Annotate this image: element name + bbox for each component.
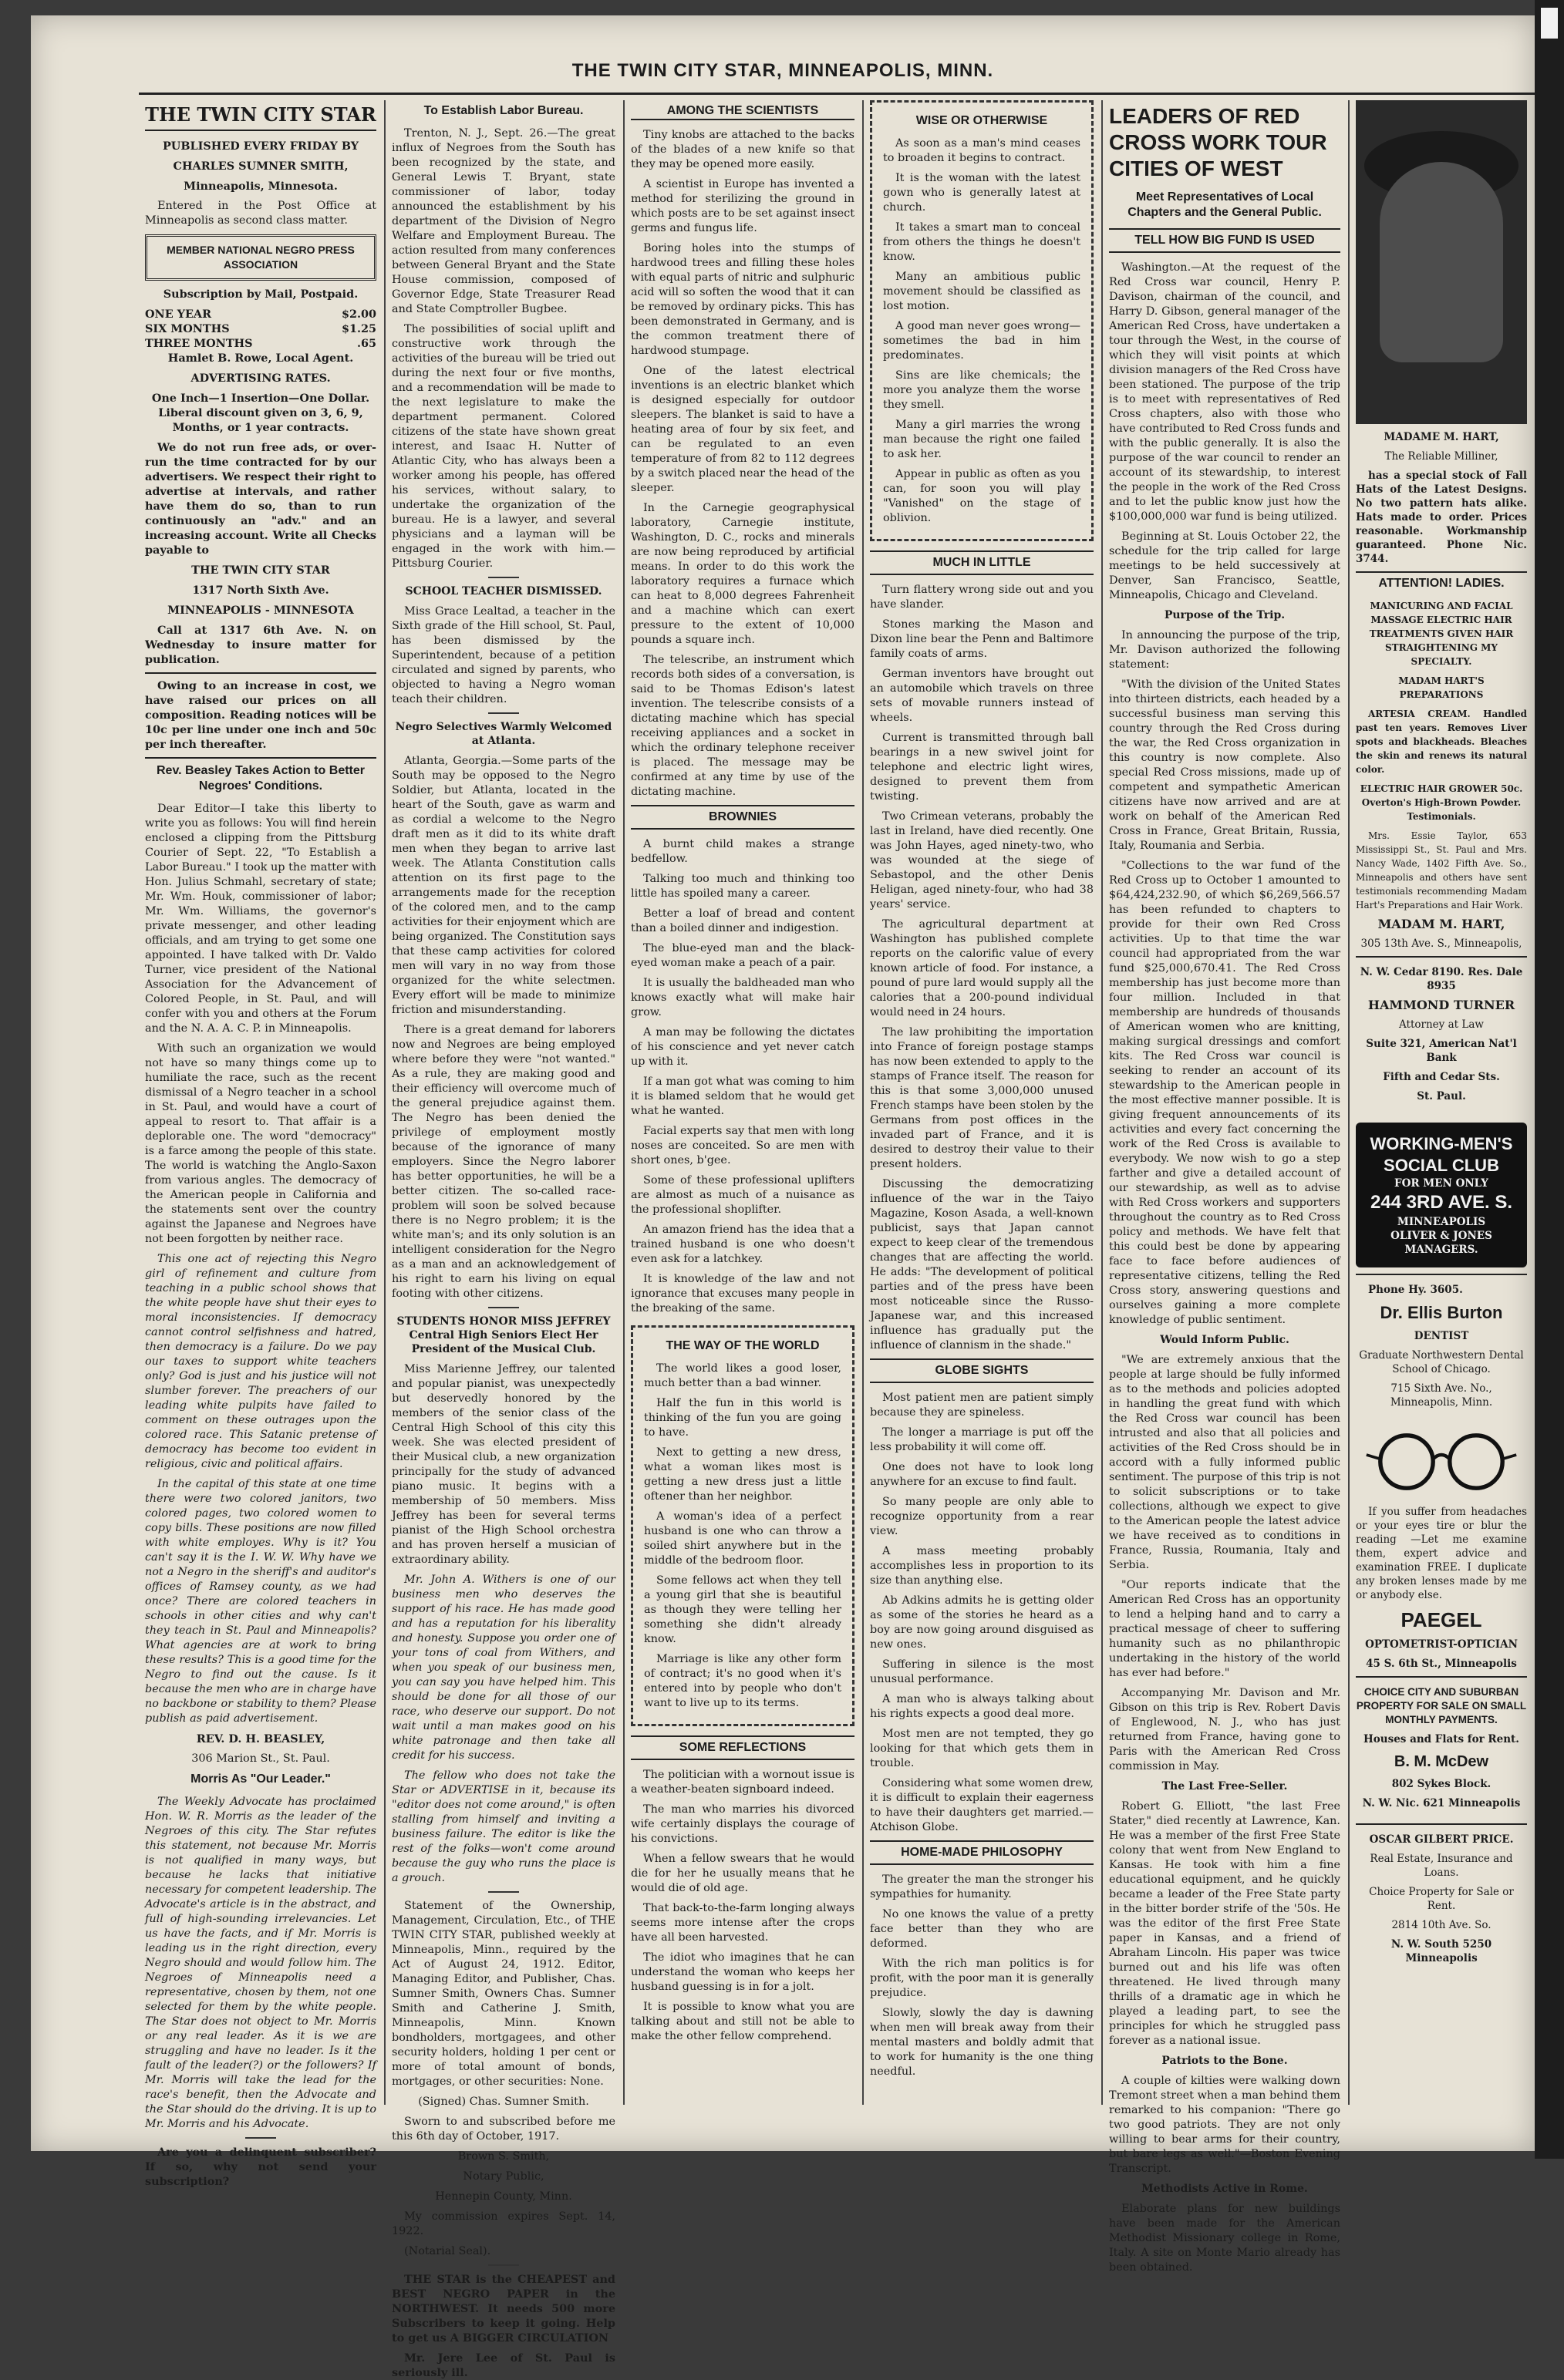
item-paragraph: A burnt child makes a strange bedfellow. (631, 838, 854, 865)
sworn-line: Sworn to and subscribed before me this 6th day of October, 1917. (392, 2116, 615, 2143)
item-paragraph: A man may be following the dictates of his conscience and yet never catch up with it. (631, 1026, 854, 1068)
burton-ad: Phone Hy. 3605. Dr. Ellis Burton DENTIST Graduate Northwestern Dental School of Chicago. 715 Sixth Ave. No., Minneapolis, Minn. (1356, 1274, 1527, 1422)
item-paragraph: Most patient men are patient simply because they are spineless. (870, 1392, 1094, 1419)
way-of-world-headline: THE WAY OF THE WORLD (666, 1339, 820, 1352)
red-cross-headline: LEADERS OF RED CROSS WORK TOUR CITIES OF WEST (1109, 104, 1327, 180)
article-paragraph: "With the division of the United States into thirteen districts, each headed by a successful business man serving this country through the Red Cross during the war, the Red Cross organization in this country is now complete. Also special Red Cross missions, made up of competent and sympathetic American citizens have now arrived and are at work on behalf of the American Red Cross in France, Great Britain, Russia, Italy, Roumania and Serbia. (1109, 678, 1340, 852)
item-paragraph: German inventors have brought out an automobile which travels on three sets of movable runners instead of wheels. (870, 668, 1094, 724)
item-paragraph: Sins are like chemicals; the more you analyze them the worse they smell. (883, 369, 1080, 411)
notary-line: Hennepin County, Minn. (435, 2190, 572, 2203)
hart-sub: The Reliable Milliner, (1384, 450, 1498, 463)
item-paragraph: The blue-eyed man and the black-eyed woman make a peach of a pair. (631, 942, 854, 969)
ownership-statement: Statement of the Ownership, Management, Circulation, Etc., of THE TWIN CITY STAR, published weekly at Minneapolis, Minn., required by the Act of August 24, 1912. Editor, Managing Editor, and Publisher, Chas. Sumner Smith, Owners Chas. Sumner Smith and Catherine J. Smith, Minneapolis, Minn. Known bondholders, mortgagees, and other security holders, holding 1 per cent or more of total amount of bonds, mortgages, or other securities: None. (392, 1900, 615, 2088)
wise-headline: WISE OR OTHERWISE (915, 114, 1048, 127)
philosophy-headline: HOME-MADE PHILOSOPHY (870, 1840, 1094, 1865)
paegel-ad-text: If you suffer from headaches or your eyes tire or blur the reading —Let me examine them, expert advice and examination FREE. I duplicate any broken lenses made by me or anybody else. (1356, 1506, 1527, 1601)
call-note: Call at 1317 6th Ave. N. on Wednesday to insure matter for publication. (145, 624, 376, 666)
item-paragraph: If a man got what was coming to him it is blamed seldom that he would get what he wanted. (631, 1076, 854, 1117)
attention-headline: ATTENTION! LADIES. (1356, 571, 1527, 591)
address-line: THE TWIN CITY STAR (191, 564, 330, 577)
cheapest-notice: THE STAR is the CHEAPEST and BEST NEGRO PAPER in the NORTHWEST. It needs 500 more Subscribers to keep it going. Help to get us A BIGGER CIRCULATION (392, 2273, 615, 2345)
article-paragraph: Dear Editor—I take this liberty to write you as follows: You will find herein enclosed a clipping from the Pittsburg Courier of Sept. 22, "To Establish a Labor Bureau." I took up the matter with Hon. Julius Schmahl, secretary of state; Mr. Wm. Houk, commissioner of labor; Mr. Wm. Williams, the governor's private messenger, and other leading officials, and am trying to get some one appointed. I have talked with Dr. Valdo Turner, vice president of the National Association for the Advancement of Colored People, in St. Paul, and will confer with you and others at the Forum and the N. A. A. C. P. in Minneapolis. (145, 803, 376, 1035)
article-paragraph: Atlanta, Georgia.—Some parts of the South may be opposed to the Negro Soldier, but Atlanta, located in the heart of the South, gave as warm and as cordial a welcome to the Negro draft men as it did to its white draft men when they began to arrive last week. The Atlanta Constitution calls attention on its first page to the arrangements made for the reception of the colored men, and to the camp activities for their enjoyment which are being organized. The Constitution says that these camp activities for colored men will vary in no way from those organized for the white selectmen. Every effort will be made to minimize friction and misunderstanding. (392, 755, 615, 1016)
article-paragraph: Miss Grace Lealtad, a teacher in the Sixth grade of the Hill school, St. Paul, has been dismissed by the Superintendent, because of a petition circulated and signed by parents, who objected to having a Negro woman teach their children. (392, 605, 615, 705)
article-paragraph: Mr. John A. Withers is one of our business men who deserves the support of his race. He has made good and has a reputation for his liberality and honesty. Suppose you order one of your tons of coal from Withers, and when you speak of our business men, you can say you have helped him. This should be done for all those of our race, who deserve our support. Do not wait until a man makes good on his white patronage and then take all credit for his success. (392, 1574, 615, 1762)
column-2 (392, 100, 615, 2379)
item-paragraph: Talking too much and thinking too little has spoiled many a career. (631, 873, 854, 900)
item-paragraph: The agricultural department at Washington has published complete reports on the calorific value of every known article of food. For instance, a pound of pure lard would supply all the calories that a 200-pound individual would need in 24 hours. (870, 918, 1094, 1018)
item-paragraph: That back-to-the-farm longing always seems more intense after the crops have all been harvested. (631, 1902, 854, 1944)
article-paragraph: A couple of kilties were walking down Tremont street when a man behind them remarked to his companion: "There go two good patriots. They are not only willing to bear arms for their country, but bare legs as well."—Boston Evening Transcript. (1109, 2075, 1340, 2175)
item-paragraph: Slowly, slowly the day is dawning when men will break away from their mental masters and boldly admit that to work for humanity is the one thing needful. (870, 2007, 1094, 2078)
item-paragraph: Next to getting a new dress, what a woman likes most is getting a new dress just a little oftener than her neighbor. (644, 1446, 841, 1503)
item-paragraph: The politician with a wornout issue is a weather-beaten signboard indeed. (631, 1769, 854, 1796)
attention-line: ARTESIA CREAM. Handled past ten years. Removes Liver spots and blackheads. Bleaches the skin and renews its natural color. (1356, 709, 1527, 775)
item-paragraph: Half the fun in this world is thinking of the fun you are going to have. (644, 1397, 841, 1439)
divider (145, 672, 376, 674)
paegel-name: PAEGEL (1401, 1608, 1482, 1631)
red-cross-subhead: Meet Representatives of Local Chapters and the General Public. (1127, 190, 1322, 219)
advertising-policy: We do not run free ads, or over-run the time contracted for by our advertisers. We respect their right to advertise at intervals, and rather have them do so, than to run continuously an "adv." and an increasing account. Write all Checks payable to (145, 441, 376, 557)
column-rule (384, 100, 386, 2105)
column-5 (1109, 100, 1340, 2274)
item-paragraph: Current is transmitted through ball bearings in a new swivel joint for telephone and electric light wires, designed to prevent them from twisting. (870, 732, 1094, 803)
item-paragraph: Suffering in silence is the most unusual performance. (870, 1658, 1094, 1685)
commission-line: My commission expires Sept. 14, 1922. (392, 2210, 615, 2237)
item-paragraph: Discussing the democratizing influence of the war in the Taiyo Magazine, Koson Asada, a well-known publicist, says that Japan cannot expect to keep clear of the tremendous changes that are affecting the world. He adds: "The development of political parties and of the press have been most noticeable since the Russo-Japanese war, and this increased influence has gradually put the influence of clannism in the shade." (870, 1178, 1094, 1352)
way-of-world-box (631, 1325, 854, 1726)
article-paragraph: In the capital of this state at one time there were two colored janitors, two colored pages, two colored women to copy bills. These positions are now filled with white employes. Why is it? You can't say it is the I. W. W. Why have we not a Negro in the sheriff's and auditor's offices of Ramsey county, as we had once? There are colored teachers in schools in other cities and why can't they teach in St. Paul and Minneapolis? What agencies are at work to bring these results? This is a good time for the Negro to find out the cause. Is it because the men who are in charge have no backbone or stability to them? Please publish as paid advertisement. (145, 1478, 376, 1725)
scan-edge (1535, 0, 1564, 2159)
masthead-rule (139, 93, 1535, 95)
divider (488, 712, 519, 714)
rate-row: THREE MONTHS .65 (145, 337, 376, 350)
item-paragraph: Better a loaf of bread and content than a boiled dinner and indigestion. (631, 907, 854, 934)
article-paragraph: Accompanying Mr. Davison and Mr. Gibson on this trip is Rev. Robert Davis of Englewood, N. J., who has just returned from France, having gone to Paris with the American Red Cross commission in May. (1109, 1687, 1340, 1772)
item-paragraph: It is knowledge of the law and not ignorance that excuses many people in the breaking of the same. (631, 1273, 854, 1315)
column-rule (1101, 100, 1103, 2105)
item-paragraph: With the rich man politics is for profit, with the poor man it is generally prejudice. (870, 1958, 1094, 1999)
item-paragraph: A mass meeting probably accomplishes less in proportion to its size than anything else. (870, 1545, 1094, 1587)
article-paragraph: The Weekly Advocate has proclaimed Hon. W. R. Morris as the leader of the Negroes of this city. The Star refutes this statement, not because Mr. Morris is not qualified in many ways, but because he lacks that initiative necessary for competent leadership. The Advocate's article is in the abstract, and full of high-sounding irrelevancies. Let us have the facts, and if Mr. Morris is leading us in the right direction, every Negro should and would follow him. The Negroes of Minneapolis need a representative, chosen by them, not one selected for them by the white people. The Star does not object to Mr. Morris or any real leader. As it is we are struggling and have no leader. Is it the fault of the leader(?) or the followers? If Mr. Morris will take the lead for the race's benefit, then the Advocate and the Star should do the driving. It is up to Mr. Morris and his Advocate. (145, 1796, 376, 2130)
item-paragraph: The world likes a good loser, much better than a bad winner. (644, 1362, 841, 1389)
attention-line: MANICURING AND FACIAL MASSAGE ELECTRIC HAIR TREATMENTS GIVEN HAIR STRAIGHTENING MY SPECIALTY. (1369, 601, 1514, 667)
item-paragraph: It takes a smart man to conceal from others the things he doesn't know. (883, 221, 1080, 263)
divider (488, 2264, 519, 2266)
jeffrey-headline: STUDENTS HONOR MISS JEFFREY Central High Seniors Elect Her President of the Musical Club. (396, 1315, 611, 1355)
paegel-title: OPTOMETRIST-OPTICIAN (1365, 1638, 1518, 1651)
seal-line: (Notarial Seal). (404, 2245, 491, 2257)
article-paragraph: "Our reports indicate that the American Red Cross has an opportunity to lend a helping hand and to carry a practical message of cheer to suffering humanity such as no philanthropic undertaking in the history of the world has ever had before." (1109, 1579, 1340, 1679)
article-paragraph: The fellow who does not take the Star or ADVERTISE in it, because its "editor does not come around," is often stalling from himself and inviting a business failure. The editor is like the rest of the folks—won't come around because the guy who runs the place is a grouch. (392, 1769, 615, 1884)
price-notice: Owing to an increase in cost, we have raised our prices on all composition. Reading notices will be 10c per line under one inch and 50c per inch thereafter. (145, 679, 376, 751)
item-paragraph: Facial experts say that men with long noses are conceited. So are men with short ones, b'gee. (631, 1125, 854, 1166)
item-paragraph: The law prohibiting the importation into France of foreign postage stamps has now been extended to apply to the stamps of France itself. The reason for this is that some 3,000,000 unused French stamps have been stolen by the Germans from post offices in the invaded part of France, and it is desired to destroy their value to their present holders. (870, 1026, 1094, 1170)
scientists-headline: AMONG THE SCIENTISTS (631, 103, 854, 120)
column-4 (870, 100, 1094, 2136)
member-box: MEMBER NATIONAL NEGRO PRESS ASSOCIATION (145, 234, 376, 281)
address-line: 1317 North Sixth Ave. (192, 584, 329, 597)
mcdew-ad: CHOICE CITY AND SUBURBAN PROPERTY FOR SALE ON SMALL MONTHLY PAYMENTS. Houses and Flats for Rent. B. M. McDew 802 Sykes Block. N. W. Nic. 621 Minneapolis (1356, 1676, 1527, 1823)
article-paragraph: The possibilities of social uplift and constructive work through the activities of the bureau will be tried out during the next four or five months, and a recommendation will be made to the next legislature to make the department permanent. Colored citizens of the state have shown great interest, and Isaac H. Nutter of Atlantic City, who has always been a worker among his people, has offered his services, without salary, to undertake the organization of the bureau. He is a lawyer, and several physicians and a layman will be engaged in the work with him.—Pittsburg Courier. (392, 323, 615, 570)
red-cross-subhead-2: TELL HOW BIG FUND IS USED (1109, 228, 1340, 253)
paegel-address: 45 S. 6th St., Minneapolis (1366, 1658, 1517, 1670)
section-subhead: Patriots to the Bone. (1161, 2055, 1288, 2067)
item-paragraph: A scientist in Europe has invented a method for sterilizing the ground in which posts are to be set against insect germs and fungus life. (631, 178, 854, 234)
item-paragraph: Some fellows act when they tell a young girl that she is beautiful as though they were telling her something she didn't already know. (644, 1574, 841, 1645)
item-paragraph: The longer a marriage is put off the less probability it will come off. (870, 1426, 1094, 1453)
rates-list (145, 307, 376, 351)
delinquent-note: Are you a delinquent subscriber? If so, why not send your subscription? (145, 2146, 376, 2188)
paper-title: THE TWIN CITY STAR (145, 103, 376, 131)
selective-headline: Negro Selectives Warmly Welcomed at Atlanta. (395, 721, 612, 747)
item-paragraph: So many people are only able to recognize opportunity from a rear view. (870, 1496, 1094, 1537)
article-paragraph: Trenton, N. J., Sept. 26.—The great influx of Negroes from the South has been recognized by the state, and General Lewis T. Bryant, state commissioner of labor, today announced the establishment by his department of the Division of Negro Welfare and Employment Bureau. The action resulted from many conferences between General Bryant and the State House commission, composed of Governor Edge, State Treasurer Read and State Comptroller Bugbee. (392, 127, 615, 315)
published-line: PUBLISHED EVERY FRIDAY BY (162, 140, 359, 153)
article-paragraph: "We are extremely anxious that the people at large should be fully informed as to the methods and policies adopted in handling the great fund with which the Red Cross war council has been intrusted and also that all policies and activities of the Red Cross should be in accord with a fully informed public sentiment. The purpose of this trip is not to solicit subscriptions or to take collections, although we expect to give to the American people the latest advice we have received as to conditions in France, Russia, Roumania, Italy and Serbia. (1109, 1354, 1340, 1571)
item-paragraph: When a fellow swears that he would die for her he usually means that he would die of old age. (631, 1853, 854, 1894)
item-paragraph: A woman's idea of a perfect husband is one who can throw a soiled shirt anywhere but in the middle of the bedroom floor. (644, 1510, 841, 1567)
item-paragraph: One of the latest electrical inventions is an electric blanket which is designed especially for outdoor sleepers. The blanket is said to have a heating area of four by six feet, and can be regulated to an even temperature of from 82 to 112 degrees by a switch placed near the head of the sleeper. (631, 365, 854, 494)
item-paragraph: As soon as a man's mind ceases to broaden it begins to contract. (883, 137, 1080, 164)
item-paragraph: Tiny knobs are attached to the backs of the blades of a new knife so that they may be opened more easily. (631, 129, 854, 170)
column-6 (1356, 100, 1527, 2136)
item-paragraph: Boring holes into the stumps of hardwood trees and filling these holes with equal parts of nitric and sulphuric acid will so soften the wood that it can be removed by ordinary picks. This has been demonstrated in Germany, and is the common treatment there of hardwood stumpage. (631, 242, 854, 357)
item-paragraph: It is the woman with the latest gown who is generally latest at church. (883, 172, 1080, 214)
column-rule (1348, 100, 1350, 2105)
advertising-rates: One Inch—1 Insertion—One Dollar. Liberal discount given on 3, 6, 9, Months, or 1 year contracts. (151, 392, 370, 434)
publisher-place: Minneapolis, Minnesota. (184, 180, 338, 193)
article-paragraph: With such an organization we would not have so many things come up to humiliate the race, such as the recent dismissal of a Negro teacher in a school in St. Paul, and would have a court of appeal to resort to. That affair is a deplorable one. The word "democracy" is a farce among the people of this state. The world is watching the Anglo-Saxon from various angles. The democracy of the American people in California and the statements sent over the country against the Japanese and Negroes have not been forgotten by neither race. (145, 1042, 376, 1245)
item-paragraph: It is possible to know what you are talking about and still not be able to make the other fellow comprehend. (631, 2001, 854, 2042)
item-paragraph: A good man never goes wrong—sometimes the bad in him predominates. (883, 320, 1080, 362)
lee-notice: Mr. Jere Lee of St. Paul is seriously ill. (392, 2351, 615, 2379)
divider (488, 577, 519, 578)
article-paragraph: Washington.—At the request of the Red Cross war council, Henry P. Davison, chairman of the council, and Harry D. Gibson, general manager of the American Red Cross, have undertaken a tour through the West, in the course of which they will visit points at which division managers of the Red Cross have been stationed. The purpose of the trip is to meet with representatives of Red Cross chapters, also with those who have contributed to Red Cross funds and with the public generally. It is also the purpose of the war council to render an account of its stewardship, to interest the people in the work of the Red Cross and to let the public know just how the $100,000,000 war fund is being utilized. (1109, 261, 1340, 523)
milliner-portrait (1356, 100, 1527, 424)
publisher-name: CHARLES SUMNER SMITH, (173, 160, 349, 173)
item-paragraph: Ab Adkins admits he is getting older as some of the stories he heard as a boy are now going around disguised as new ones. (870, 1594, 1094, 1651)
hart-caption: MADAME M. HART, (1384, 431, 1499, 443)
section-subhead: Would Inform Public. (1160, 1334, 1289, 1346)
beasley-signature: REV. D. H. BEASLEY, (196, 1732, 325, 1745)
scan-edge-mark (1541, 8, 1558, 39)
item-paragraph: The man who marries his divorced wife certainly displays the courage of his convictions. (631, 1803, 854, 1845)
hart-name: MADAM M. HART, (1377, 917, 1505, 931)
article-paragraph: "Collections to the war fund of the Red Cross up to October 1 amounted to $64,424,232.90, of which $6,269,566.57 has been refunded to chapters to provide for their own Red Cross activities. Up to that time the war council had appropriated from the war fund $25,000,670.41. The Red Cross membership has just become more than four million. Included in that membership are hundreds of thousands of American women who are knitting, making surgical dressings and comfort kits. The Red Cross war council is seeking to render an account of its stewardship to the American people in the most effective manner possible. It is giving frequent announcements of its activities and every fact concerning the work of the Red Cross is available to everybody. We now wish to go a step farther and give a detailed account of our stewardship, as well as to advise with Red Cross workers and supporters throughout the country as to Red Cross policy and methods. We have felt that this could best be done by appearing face to face before audiences of representative citizens, telling the Red Cross story, answering questions and ourselves gaining a more complete knowledge of public sentiment. (1109, 860, 1340, 1326)
article-paragraph: Robert G. Elliott, "the last Free Stater," died recently at Lawrence, Kan. He was a member of the first Free State colony that went from New England to Kansas. He took with him a fine educational equipment, and he quickly became a leader of the Free State party in the bitter border strife of the '50s. He was the editor of the first Free State paper in Kansas, and a friend of Abraham Lincoln. His paper was twice burned out and his life was often threatened. He lived through many thrills of a dramatic age in which he played a leading part, to see the principles for which he struggled pass forever as a national issue. (1109, 1800, 1340, 2047)
beasley-headline: Rev. Beasley Takes Action to Better Negroes' Conditions. (156, 764, 366, 793)
entered-note: Entered in the Post Office at Minneapolis as second class matter. (145, 200, 376, 227)
article-paragraph: Miss Marienne Jeffrey, our talented and popular pianist, was unexpectedly but deservedly honored by the members of the senior class of the Central High School of this city this week. She was elected president of their Musical club, a new organization principally for the study of advanced piano music. It begins with a membership of 50 members. Miss Jeffrey has been for several terms pianist of the High School orchestra and has proven herself a musician of extraordinary ability. (392, 1363, 615, 1566)
item-paragraph: The idiot who imagines that he can understand the woman who keeps her husband guessing is in for a jolt. (631, 1951, 854, 1993)
subscription-heading: Subscription by Mail, Postpaid. (163, 288, 359, 301)
beasley-address: 306 Marion St., St. Paul. (191, 1752, 330, 1765)
item-paragraph: One does not have to look long anywhere for an excuse to find fault. (870, 1461, 1094, 1488)
wise-box (870, 100, 1094, 541)
hart-address: 305 13th Ave. S., Minneapolis, (1360, 938, 1522, 950)
reflections-headline: SOME REFLECTIONS (631, 1735, 854, 1760)
newspaper-page (31, 15, 1535, 2379)
item-paragraph: The telescribe, an instrument which records both sides of a conversation, is said to be Thomas Edison's latest invention. The telescribe consists of a dictating machine which has special receiving appliances and a socket in which the ordinary telephone receiver is placed. The message may be confirmed at any time by use of the dictating machine. (631, 654, 854, 798)
item-paragraph: A man who is always talking about his rights expects a good deal more. (870, 1693, 1094, 1720)
column-1 (145, 100, 376, 2188)
item-paragraph: Appear in public as often as you can, for soon you will play "Vanished" on the stage of oblivion. (883, 468, 1080, 524)
article-paragraph: In announcing the purpose of the trip, Mr. Davison authorized the following statement: (1109, 629, 1340, 671)
column-3 (631, 100, 854, 2136)
spectacles-icon (1356, 1427, 1527, 1496)
article-paragraph: Elaborate plans for new buildings have been made for the American Methodist Missionary college in Rome, Italy. A site on Monte Mario already has been obtained. (1109, 2203, 1340, 2274)
item-paragraph: Turn flattery wrong side out and you have slander. (870, 584, 1094, 611)
item-paragraph: Many a girl marries the wrong man because the right one failed to ask her. (883, 419, 1080, 460)
local-agent: Hamlet B. Rowe, Local Agent. (167, 352, 354, 365)
rate-row: SIX MONTHS $1.25 (145, 322, 376, 335)
hart-ad: has a special stock of Fall Hats of the Latest Designs. No two pattern hats alike. Hats made to order. Prices reasonable. Workmanship guaranteed. Phone Nic. 3744. (1356, 470, 1527, 565)
labor-headline: To Establish Labor Bureau. (423, 104, 584, 117)
little-headline: MUCH IN LITTLE (870, 550, 1094, 575)
item-paragraph: Some of these professional uplifters are almost as much of a nuisance as the professional shoplifter. (631, 1174, 854, 1216)
column-rule (862, 100, 864, 2105)
item-paragraph: Two Crimean veterans, probably the last in Ireland, have died recently. One was John Hayes, aged ninety-two, who was wounded at the siege of Sebastopol, and the other Denis Heligan, aged ninety-four, who had 38 years' service. (870, 810, 1094, 911)
signed-line: (Signed) Chas. Sumner Smith. (418, 2096, 589, 2108)
globe-headline: GLOBE SIGHTS (870, 1358, 1094, 1383)
page-masthead: THE TWIN CITY STAR, MINNEAPOLIS, MINN. (571, 60, 994, 81)
price-ad: OSCAR GILBERT PRICE. Real Estate, Insurance and Loans. Choice Property for Sale or Rent. 2814 10th Ave. So. N. W. South 5250 Minneapolis (1356, 1823, 1527, 1978)
column-rule (623, 100, 625, 2105)
rate-row: ONE YEAR $2.00 (145, 308, 376, 321)
notary-line: Notary Public, (463, 2170, 544, 2183)
item-paragraph: It is usually the baldheaded man who knows exactly what will make hair grow. (631, 977, 854, 1018)
item-paragraph: In the Carnegie geographysical laboratory, Carnegie institute, Washington, D. C., rocks and minerals are now being reproduced by artificial means. In order to do this work the laboratory requires a furnace which can heat to 8,000 degrees Fahrenheit and a machine which can exert pressure to the extent of 10,000 pounds a square inch. (631, 502, 854, 646)
teacher-headline: SCHOOL TEACHER DISMISSED. (405, 585, 602, 598)
item-paragraph: An amazon friend has the idea that a trained husband is one who doesn't even ask for a latchkey. (631, 1224, 854, 1265)
attention-line: Mrs. Essie Taylor, 653 Mississippi St., St. Paul and Mrs. Nancy Wade, 1402 Fifth Ave. So., Minneapolis and others have sent testimonials recommending Madam Hart's Preparations and Hair Work. (1356, 830, 1527, 911)
attention-line: ELECTRIC HAIR GROWER 50c. Overton's High-Brown Powder. Testimonials. (1360, 783, 1523, 822)
divider (488, 1307, 519, 1308)
section-subhead: Purpose of the Trip. (1164, 609, 1286, 621)
brownies-headline: BROWNIES (631, 805, 854, 830)
address-line: MINNEAPOLIS - MINNESOTA (167, 604, 354, 617)
divider (245, 2137, 276, 2139)
article-paragraph: Beginning at St. Louis October 22, the schedule for the trip called for large meetings to be held successively at Denver, San Francisco, Seattle, Minneapolis, Chicago and Cleveland. (1109, 530, 1340, 601)
item-paragraph: Considering what some women drew, it is difficult to explain their eagerness to have their daughters get married.—Atchison Globe. (870, 1777, 1094, 1833)
article-paragraph: This one act of rejecting this Negro girl of refinement and culture from teaching in a public school shows that the white people have shut their eyes to moral inconsistencies. If democracy cannot control selfishness and hatred, then democracy is a failure. Do we pay our taxes to support white teachers only? God is just and his justice will not slumber forever. The preachers of our leading white pulpits have failed to comment on these outrages upon the colored race. This Satanic pretense of democracy has become too evident in religious, civic and political affairs. (145, 1253, 376, 1470)
club-ad: WORKING-MEN'S SOCIAL CLUB FOR MEN ONLY 244 3RD AVE. S. MINNEAPOLIS OLIVER & JONES MANAGERS. (1356, 1123, 1527, 1267)
item-paragraph: Stones marking the Mason and Dixon line bear the Penn and Baltimore family coats of arms. (870, 618, 1094, 660)
divider (145, 757, 376, 759)
item-paragraph: Marriage is like any other form of contract; it's no good when it's entered into by people who don't want to live up to its terms. (644, 1653, 841, 1709)
article-paragraph: There is a great demand for laborers now and Negroes are being employed where before they were "not wanted." As a rule, they are making good and their efficiency will overcome much of the general prejudice against them. The Negro has been denied the privilege of employment mostly because of the ignorance of many employers. Since the Negro laborer has better opportunities, he will be a better citizen. The so-called race-problem will soon be solved because there is no Negro problem; it is the white man's; and its only solution is an intelligent consideration for the Negro as a man and an acknowledgement of his right to earn his living on equal footing with other citizens. (392, 1024, 615, 1300)
morris-headline: Morris As "Our Leader." (190, 1772, 331, 1786)
attention-line: MADAM HART'S PREPARATIONS (1398, 675, 1485, 700)
item-paragraph: The greater the man the stronger his sympathies for humanity. (870, 1873, 1094, 1900)
notary-line: Brown S. Smith, (457, 2150, 550, 2163)
turner-ad: N. W. Cedar 8190. Res. Dale 8935 HAMMOND TURNER Attorney at Law Suite 321, American Nat'l Bank Fifth and Cedar Sts. St. Paul. (1356, 956, 1527, 1116)
section-subhead: The Last Free-Seller. (1161, 1780, 1288, 1793)
figure-shape (1380, 162, 1503, 362)
item-paragraph: Many an ambitious public movement should be classified as lost motion. (883, 271, 1080, 312)
item-paragraph: No one knows the value of a pretty face better than they who are deformed. (870, 1908, 1094, 1950)
divider (488, 1891, 519, 1893)
section-subhead: Methodists Active in Rome. (1141, 2183, 1308, 2195)
item-paragraph: Most men are not tempted, they go looking for that which gets them in trouble. (870, 1728, 1094, 1769)
advertising-heading: ADVERTISING RATES. (190, 372, 331, 385)
